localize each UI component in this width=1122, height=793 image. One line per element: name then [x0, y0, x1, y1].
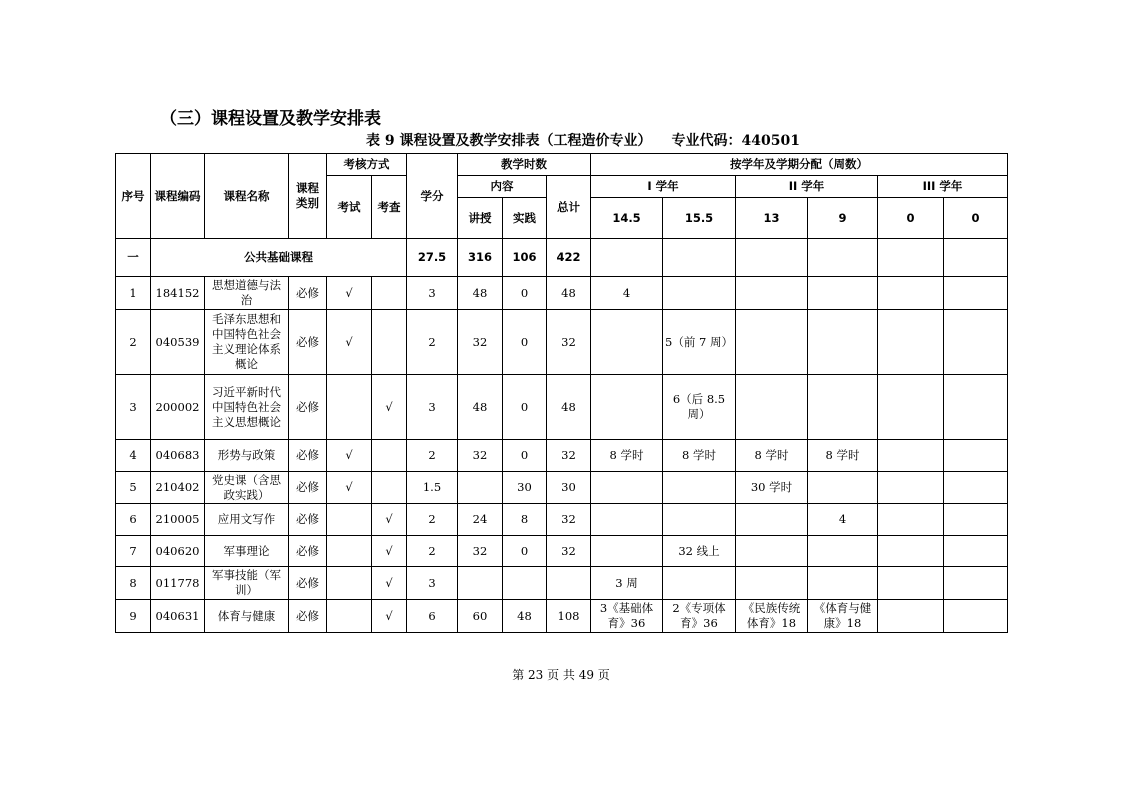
week-semester-6: 0 — [944, 198, 1008, 239]
row-total: 32 — [547, 504, 591, 536]
row-lecture: 60 — [458, 600, 503, 633]
row-s6 — [944, 567, 1008, 600]
header-total: 总计 — [547, 176, 591, 239]
row-s5 — [878, 472, 944, 504]
row-type: 必修 — [289, 277, 327, 310]
header-course-type: 课程类别 — [289, 154, 327, 239]
row-s6 — [944, 472, 1008, 504]
major-code: 专业代码：440501 — [671, 133, 800, 149]
row-code: 210402 — [151, 472, 205, 504]
row-practice — [503, 567, 547, 600]
row-credit: 6 — [407, 600, 458, 633]
row-s5 — [878, 567, 944, 600]
category-no: 一 — [116, 239, 151, 277]
row-name: 体育与健康 — [205, 600, 289, 633]
category-s4 — [808, 239, 878, 277]
row-check: √ — [372, 536, 407, 567]
row-s3 — [736, 310, 808, 375]
row-lecture: 24 — [458, 504, 503, 536]
row-lecture: 48 — [458, 277, 503, 310]
header-content: 内容 — [458, 176, 547, 198]
row-credit: 2 — [407, 440, 458, 472]
header-row-1 — [116, 154, 1008, 176]
row-s3: 30 学时 — [736, 472, 808, 504]
row-check — [372, 310, 407, 375]
header-exam: 考试 — [327, 176, 372, 239]
row-lecture: 32 — [458, 440, 503, 472]
row-no: 4 — [116, 440, 151, 472]
week-semester-3: 13 — [736, 198, 808, 239]
row-no: 9 — [116, 600, 151, 633]
row-check: √ — [372, 504, 407, 536]
row-no: 7 — [116, 536, 151, 567]
row-s5 — [878, 600, 944, 633]
row-s1: 8 学时 — [591, 440, 663, 472]
row-type: 必修 — [289, 567, 327, 600]
category-s6 — [944, 239, 1008, 277]
row-no: 2 — [116, 310, 151, 375]
row-type: 必修 — [289, 375, 327, 440]
row-s4: 《体育与健康》18 — [808, 600, 878, 633]
row-s4 — [808, 310, 878, 375]
row-s6 — [944, 375, 1008, 440]
row-no: 5 — [116, 472, 151, 504]
row-practice: 8 — [503, 504, 547, 536]
table-title — [366, 130, 800, 150]
row-check: √ — [372, 600, 407, 633]
row-s4 — [808, 536, 878, 567]
row-name: 习近平新时代中国特色社会主义思想概论 — [205, 375, 289, 440]
header-year-2: II 学年 — [736, 176, 878, 198]
section-title: （三）课程设置及教学安排表 — [160, 109, 381, 129]
row-s1: 3 周 — [591, 567, 663, 600]
row-s5 — [878, 277, 944, 310]
header-assessment: 考核方式 — [327, 154, 407, 176]
row-name: 军事理论 — [205, 536, 289, 567]
row-exam — [327, 567, 372, 600]
row-s2 — [663, 277, 736, 310]
row-s4 — [808, 277, 878, 310]
row-total: 48 — [547, 277, 591, 310]
row-no: 1 — [116, 277, 151, 310]
row-code: 011778 — [151, 567, 205, 600]
row-s6 — [944, 277, 1008, 310]
row-s2 — [663, 567, 736, 600]
row-no: 3 — [116, 375, 151, 440]
table-row — [116, 567, 1008, 600]
row-lecture: 48 — [458, 375, 503, 440]
row-total — [547, 567, 591, 600]
row-credit: 2 — [407, 504, 458, 536]
category-s2 — [663, 239, 736, 277]
category-s5 — [878, 239, 944, 277]
table-row — [116, 472, 1008, 504]
header-course-code: 课程编码 — [151, 154, 205, 239]
table-title-text: 表 9 课程设置及教学安排表（工程造价专业） — [366, 133, 652, 149]
row-s2 — [663, 504, 736, 536]
row-s1 — [591, 310, 663, 375]
category-s3 — [736, 239, 808, 277]
row-type: 必修 — [289, 310, 327, 375]
row-code: 040539 — [151, 310, 205, 375]
header-year-1: I 学年 — [591, 176, 736, 198]
row-s3 — [736, 277, 808, 310]
row-exam — [327, 536, 372, 567]
header-course-name: 课程名称 — [205, 154, 289, 239]
row-type: 必修 — [289, 600, 327, 633]
row-s6 — [944, 310, 1008, 375]
row-check — [372, 440, 407, 472]
row-s1 — [591, 536, 663, 567]
row-name: 党史课（含思政实践） — [205, 472, 289, 504]
row-s2: 6（后 8.5 周） — [663, 375, 736, 440]
row-s3 — [736, 567, 808, 600]
table-row — [116, 440, 1008, 472]
week-semester-5: 0 — [878, 198, 944, 239]
row-code: 200002 — [151, 375, 205, 440]
category-name: 公共基础课程 — [151, 239, 407, 277]
row-practice: 0 — [503, 375, 547, 440]
row-s1 — [591, 375, 663, 440]
category-total: 422 — [547, 239, 591, 277]
row-s2: 32 线上 — [663, 536, 736, 567]
page-footer: 第 23 页 共 49 页 — [512, 668, 610, 682]
row-s6 — [944, 536, 1008, 567]
row-total: 32 — [547, 536, 591, 567]
row-code: 210005 — [151, 504, 205, 536]
category-s1 — [591, 239, 663, 277]
row-s5 — [878, 375, 944, 440]
row-lecture — [458, 472, 503, 504]
row-credit: 3 — [407, 567, 458, 600]
category-lecture: 316 — [458, 239, 503, 277]
week-semester-2: 15.5 — [663, 198, 736, 239]
row-lecture: 32 — [458, 536, 503, 567]
row-s2 — [663, 472, 736, 504]
row-s3 — [736, 536, 808, 567]
table-row — [116, 375, 1008, 440]
row-name: 毛泽东思想和中国特色社会主义理论体系概论 — [205, 310, 289, 375]
row-no: 6 — [116, 504, 151, 536]
row-total: 32 — [547, 440, 591, 472]
row-check — [372, 277, 407, 310]
row-check: √ — [372, 375, 407, 440]
row-practice: 48 — [503, 600, 547, 633]
header-check: 考查 — [372, 176, 407, 239]
row-name: 思想道德与法治 — [205, 277, 289, 310]
row-s5 — [878, 504, 944, 536]
row-practice: 0 — [503, 310, 547, 375]
row-s2: 5（前 7 周） — [663, 310, 736, 375]
row-code: 040631 — [151, 600, 205, 633]
header-lecture: 讲授 — [458, 198, 503, 239]
row-credit: 2 — [407, 536, 458, 567]
row-s2: 2《专项体育》36 — [663, 600, 736, 633]
row-s4: 8 学时 — [808, 440, 878, 472]
row-no: 8 — [116, 567, 151, 600]
row-total: 30 — [547, 472, 591, 504]
row-exam: √ — [327, 440, 372, 472]
row-total: 48 — [547, 375, 591, 440]
table-row — [116, 536, 1008, 567]
row-exam — [327, 375, 372, 440]
row-code: 040620 — [151, 536, 205, 567]
row-practice: 0 — [503, 277, 547, 310]
header-year-3: III 学年 — [878, 176, 1008, 198]
row-s3 — [736, 375, 808, 440]
row-check: √ — [372, 567, 407, 600]
category-row — [116, 239, 1008, 277]
row-s3 — [736, 504, 808, 536]
week-semester-1: 14.5 — [591, 198, 663, 239]
table-row — [116, 277, 1008, 310]
row-s6 — [944, 440, 1008, 472]
row-type: 必修 — [289, 472, 327, 504]
row-s1 — [591, 504, 663, 536]
row-type: 必修 — [289, 536, 327, 567]
row-practice: 0 — [503, 536, 547, 567]
row-type: 必修 — [289, 440, 327, 472]
row-check — [372, 472, 407, 504]
row-type: 必修 — [289, 504, 327, 536]
row-exam: √ — [327, 310, 372, 375]
header-teaching-hours: 教学时数 — [458, 154, 591, 176]
row-name: 军事技能（军训） — [205, 567, 289, 600]
row-practice: 0 — [503, 440, 547, 472]
row-s2: 8 学时 — [663, 440, 736, 472]
row-s5 — [878, 310, 944, 375]
row-total: 108 — [547, 600, 591, 633]
row-credit: 3 — [407, 375, 458, 440]
row-s1 — [591, 472, 663, 504]
row-s4 — [808, 375, 878, 440]
row-s4 — [808, 472, 878, 504]
row-s5 — [878, 440, 944, 472]
row-credit: 1.5 — [407, 472, 458, 504]
table-row — [116, 310, 1008, 375]
category-credit: 27.5 — [407, 239, 458, 277]
table-row — [116, 600, 1008, 633]
row-name: 形势与政策 — [205, 440, 289, 472]
row-total: 32 — [547, 310, 591, 375]
row-s3: 8 学时 — [736, 440, 808, 472]
row-s6 — [944, 504, 1008, 536]
header-practice: 实践 — [503, 198, 547, 239]
course-schedule-table — [115, 153, 1008, 633]
row-code: 184152 — [151, 277, 205, 310]
row-exam: √ — [327, 472, 372, 504]
row-credit: 3 — [407, 277, 458, 310]
row-lecture — [458, 567, 503, 600]
row-s5 — [878, 536, 944, 567]
row-lecture: 32 — [458, 310, 503, 375]
header-distribution: 按学年及学期分配（周数） — [591, 154, 1008, 176]
header-seq: 序号 — [116, 154, 151, 239]
row-exam: √ — [327, 277, 372, 310]
table-row — [116, 504, 1008, 536]
row-practice: 30 — [503, 472, 547, 504]
row-s1: 4 — [591, 277, 663, 310]
week-semester-4: 9 — [808, 198, 878, 239]
row-s1: 3《基础体育》36 — [591, 600, 663, 633]
row-s4 — [808, 567, 878, 600]
row-s6 — [944, 600, 1008, 633]
row-exam — [327, 600, 372, 633]
row-exam — [327, 504, 372, 536]
row-name: 应用文写作 — [205, 504, 289, 536]
row-code: 040683 — [151, 440, 205, 472]
row-s4: 4 — [808, 504, 878, 536]
category-practice: 106 — [503, 239, 547, 277]
header-credit: 学分 — [407, 154, 458, 239]
row-s3: 《民族传统体育》18 — [736, 600, 808, 633]
row-credit: 2 — [407, 310, 458, 375]
